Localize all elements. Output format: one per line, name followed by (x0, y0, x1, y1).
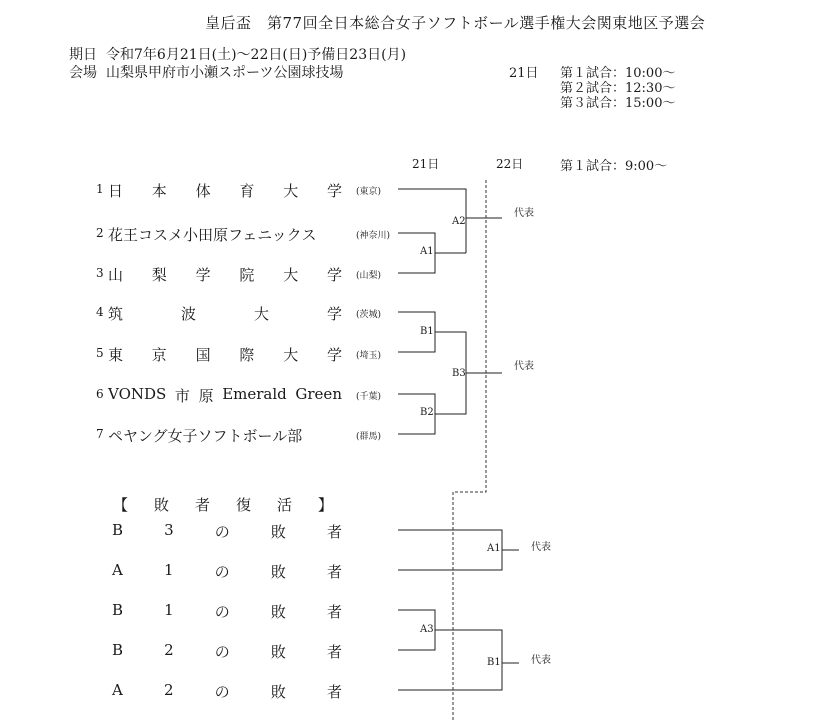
team-number: 7 (96, 427, 104, 441)
team-number: 3 (96, 266, 104, 280)
team-prefecture: (東京) (356, 187, 382, 197)
match-B3: B3 (452, 368, 466, 379)
team-number: 5 (96, 346, 104, 360)
repechage-header-char: 敗 (153, 496, 169, 514)
team-name-part: 学 (326, 182, 342, 200)
repechage-header-char: 【 (113, 496, 129, 514)
team-name-part: 花王コスメ小田原フェニックス (108, 226, 317, 244)
repechage-loser (112, 521, 342, 542)
team-name-part: 梨 (151, 266, 167, 284)
team-name-part: Green (295, 385, 342, 403)
team-number: 1 (96, 182, 104, 196)
repechage-loser (112, 601, 342, 622)
repechage-loser (112, 561, 342, 582)
repechage-loser-part: 敗 (270, 563, 286, 581)
repechage-loser-part: の (214, 683, 230, 701)
repechage-loser-part: 者 (326, 683, 342, 701)
repechage-loser-part: 1 (163, 561, 174, 579)
team-number: 4 (96, 305, 104, 319)
repechage-header-char: 】 (317, 496, 333, 514)
schedule-game3: 第３試合：15:00～ (560, 96, 676, 111)
team-name-part: 本 (151, 182, 167, 200)
schedule-day21-label: 21日 (509, 66, 539, 81)
column-day21: 21日 (412, 157, 440, 171)
repechage-loser-part: 敗 (270, 603, 286, 621)
repechage-loser-part: 3 (164, 521, 174, 539)
team-name-part: ペヤング女子ソフトボール部 (108, 427, 303, 445)
team-name-part: 市 (174, 387, 190, 405)
match-B2: B2 (420, 407, 434, 418)
team-name-part: 際 (239, 346, 255, 364)
repechage-header-char: 者 (194, 496, 210, 514)
team-prefecture: (群馬) (356, 432, 382, 442)
page-title: 皇后盃 第77回全日本総合女子ソフトボール選手権大会関東地区予選会 (205, 14, 706, 32)
team-name-part: 日 (108, 182, 124, 200)
repechage-loser-part: の (214, 523, 230, 541)
repechage-loser-part: A (112, 681, 123, 699)
repechage-header (113, 494, 333, 515)
repechage-loser-part: 者 (326, 643, 342, 661)
team-name-part: 学 (326, 266, 342, 284)
team-number: 2 (96, 226, 104, 240)
venue-value: 山梨県甲府市小瀬スポーツ公園球技場 (106, 65, 344, 81)
team-name-part: 学 (326, 346, 342, 364)
repechage-loser-part: 敗 (270, 643, 286, 661)
schedule-day22-game: 第１試合：9:00～ (560, 159, 668, 174)
team-name-part: 学 (195, 266, 211, 284)
team-name-part: 山 (108, 266, 124, 284)
repechage-loser-part: の (214, 603, 230, 621)
repechage-loser-part: 敗 (270, 523, 286, 541)
repechage-loser-part: B (112, 521, 124, 539)
repechage-loser-part: 敗 (270, 683, 286, 701)
team-prefecture: (山梨) (356, 271, 382, 281)
team-name-part: 大 (283, 182, 299, 200)
team-name-part: VONDS (108, 385, 167, 403)
team-name-part: 学 (326, 305, 342, 323)
team-prefecture: (神奈川) (356, 231, 391, 241)
repechage-loser-part: B (112, 641, 124, 659)
repechage-loser-part: 2 (164, 641, 174, 659)
team-name-part: 東 (108, 346, 124, 364)
team-name-part: 大 (283, 266, 299, 284)
repechage-header-char: 活 (276, 496, 292, 514)
team-name-part: Emerald (222, 385, 287, 403)
repechage-header-char: 復 (235, 496, 251, 514)
team-prefecture: (埼玉) (356, 351, 382, 361)
team-name-part: 大 (283, 346, 299, 364)
match-B1: B1 (420, 326, 434, 337)
team-name-part: 国 (195, 346, 211, 364)
match-A1: A1 (420, 246, 434, 257)
repechage-loser-part: の (214, 643, 230, 661)
team-prefecture: (茨城) (356, 310, 382, 320)
date-value: 令和7年6月21日(土)～22日(日)予備日23日(月) (106, 47, 407, 63)
repechage-loser-part: 者 (326, 563, 342, 581)
team-name-part: 京 (151, 346, 167, 364)
repechage-match-A3: A3 (420, 624, 434, 635)
representative-4: 代表 (531, 655, 551, 666)
match-A2: A2 (452, 216, 466, 227)
repechage-loser-part: の (214, 563, 230, 581)
team-name-part: 大 (253, 305, 269, 323)
schedule-game1: 第１試合：10:00～ (560, 66, 676, 81)
column-day22: 22日 (496, 157, 524, 171)
team-name-part: 体 (195, 182, 211, 200)
repechage-match-A1: A1 (487, 543, 501, 554)
team-name-part: 原 (198, 387, 214, 405)
repechage-loser-part: 2 (163, 681, 174, 699)
representative-2: 代表 (514, 361, 534, 372)
team-name-part: 育 (239, 182, 255, 200)
repechage-loser (112, 641, 342, 662)
team-name-part: 波 (180, 305, 196, 323)
repechage-loser-part: 者 (326, 523, 342, 541)
repechage-loser-part: 者 (326, 603, 342, 621)
representative-1: 代表 (514, 208, 534, 219)
repechage-loser-part: B (112, 601, 124, 619)
schedule-game2: 第２試合：12:30～ (560, 81, 676, 96)
date-label: 期日 (69, 47, 97, 63)
team-name-part: 院 (239, 266, 255, 284)
team-number: 6 (96, 387, 104, 401)
repechage-loser (112, 681, 342, 702)
repechage-loser-part: A (112, 561, 123, 579)
representative-3: 代表 (531, 542, 551, 553)
team-prefecture: (千葉) (356, 392, 382, 402)
repechage-match-B1: B1 (487, 657, 501, 668)
venue-label: 会場 (69, 65, 97, 81)
repechage-loser-part: 1 (164, 601, 174, 619)
team-name-part: 筑 (108, 305, 124, 323)
